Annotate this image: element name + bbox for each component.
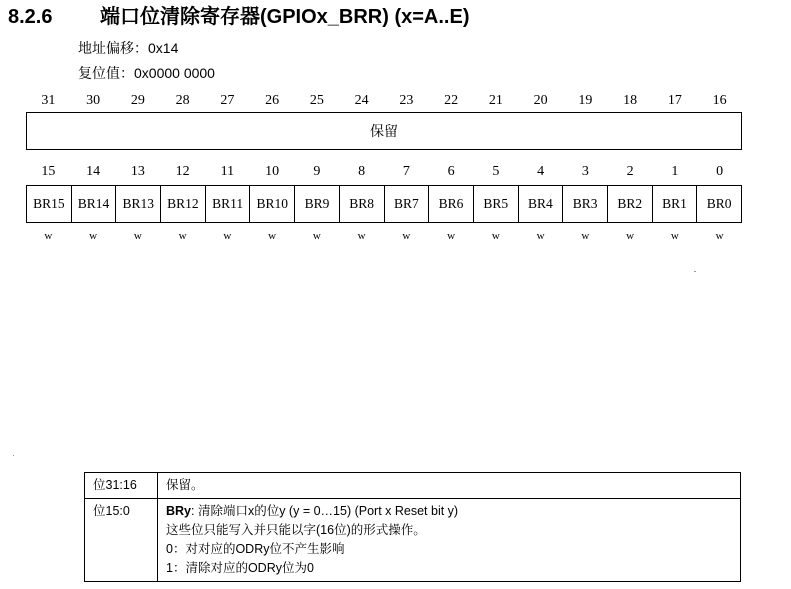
bit-number: 30: [86, 93, 101, 108]
bit-number: 26: [265, 93, 280, 108]
table-row: [85, 473, 741, 499]
access-type: w: [89, 230, 98, 242]
bit-number: 29: [130, 93, 145, 108]
bit-number: 5: [492, 164, 500, 179]
field-summary: : 清除端口x的位y (y = 0…15) (Port x Reset bit y): [191, 504, 459, 518]
description-cell: [158, 499, 741, 582]
access-type: w: [715, 230, 724, 242]
bit-number: 11: [220, 164, 235, 179]
bit-number: 8: [358, 164, 366, 179]
reset-value: 复位值：0x0000 0000: [78, 65, 215, 81]
field-br3: BR3: [563, 186, 608, 222]
field-name: BRy: [166, 504, 192, 518]
description-cell: [158, 473, 741, 499]
field-br12: BR12: [161, 186, 206, 222]
br-fields-row: [26, 185, 742, 223]
section-heading: [8, 2, 469, 32]
bit-number: 25: [309, 93, 324, 108]
access-type: w: [357, 230, 366, 242]
description-line: 这些位只能写入并只能以字(16位)的形式操作。: [166, 523, 426, 537]
bit-number: 19: [578, 93, 593, 108]
field-br11: BR11: [206, 186, 251, 222]
bit-number: 20: [533, 93, 548, 108]
bit-number: 6: [447, 164, 455, 179]
field-br9: BR9: [295, 186, 340, 222]
field-br8: BR8: [340, 186, 385, 222]
bit-number: 12: [175, 164, 190, 179]
access-type: w: [626, 230, 635, 242]
access-type: w: [581, 230, 590, 242]
bit-number: 23: [399, 93, 414, 108]
section-number: 8.2.6: [8, 6, 53, 28]
description-line: 0：对对应的ODRy位不产生影响: [166, 542, 345, 556]
table-row: [85, 499, 741, 582]
field-br5: BR5: [474, 186, 519, 222]
description-line: 保留。: [166, 478, 204, 492]
bit-number: 17: [667, 93, 682, 108]
access-type: w: [223, 230, 232, 242]
bit-number: 21: [488, 93, 503, 108]
field-br1: BR1: [653, 186, 698, 222]
access-type: w: [44, 230, 53, 242]
access-type: w: [447, 230, 456, 242]
field-br13: BR13: [116, 186, 161, 222]
bit-number: 10: [265, 164, 280, 179]
access-type: w: [402, 230, 411, 242]
field-br10: BR10: [250, 186, 295, 222]
bit-number: 28: [175, 93, 190, 108]
bit-number: 14: [86, 164, 101, 179]
access-type: w: [312, 230, 321, 242]
bit-number: 27: [220, 93, 235, 108]
bit-number: 9: [313, 164, 321, 179]
lower-bit-numbers: [26, 163, 742, 181]
field-br14: BR14: [72, 186, 117, 222]
section-title: 端口位清除寄存器(GPIOx_BRR) (x=A..E): [100, 6, 470, 28]
access-type: w: [178, 230, 187, 242]
field-description: [166, 502, 732, 521]
bit-number: 0: [716, 164, 724, 179]
upper-bit-numbers: [26, 92, 742, 110]
access-type: w: [268, 230, 277, 242]
access-type: w: [536, 230, 545, 242]
bit-number: 16: [712, 93, 727, 108]
bit-number: 7: [402, 164, 410, 179]
scan-artifact: [13, 455, 14, 456]
bit-number: 22: [444, 93, 459, 108]
bit-description-table: [84, 472, 741, 582]
bit-number: 1: [671, 164, 679, 179]
reserved-field: 保留: [26, 112, 742, 150]
bit-number: 15: [41, 164, 56, 179]
access-type: w: [133, 230, 142, 242]
address-offset: 地址偏移：0x14: [78, 40, 179, 56]
scan-artifact: [694, 271, 696, 272]
bit-number: 4: [537, 164, 545, 179]
access-type: w: [670, 230, 679, 242]
bit-number: 18: [623, 93, 638, 108]
field-br7: BR7: [385, 186, 430, 222]
bit-number: 3: [581, 164, 589, 179]
access-type-row: [26, 229, 742, 243]
bits-cell: 位15:0: [85, 499, 158, 582]
bit-number: 24: [354, 93, 369, 108]
field-br4: BR4: [519, 186, 564, 222]
field-br0: BR0: [697, 186, 742, 222]
bit-number: 2: [626, 164, 634, 179]
bits-cell: 位31:16: [85, 473, 158, 499]
field-br2: BR2: [608, 186, 653, 222]
bit-number: 13: [130, 164, 145, 179]
access-type: w: [491, 230, 500, 242]
description-line: 1：清除对应的ODRy位为0: [166, 561, 314, 575]
field-br6: BR6: [429, 186, 474, 222]
field-br15: BR15: [27, 186, 72, 222]
bit-number: 31: [41, 93, 56, 108]
